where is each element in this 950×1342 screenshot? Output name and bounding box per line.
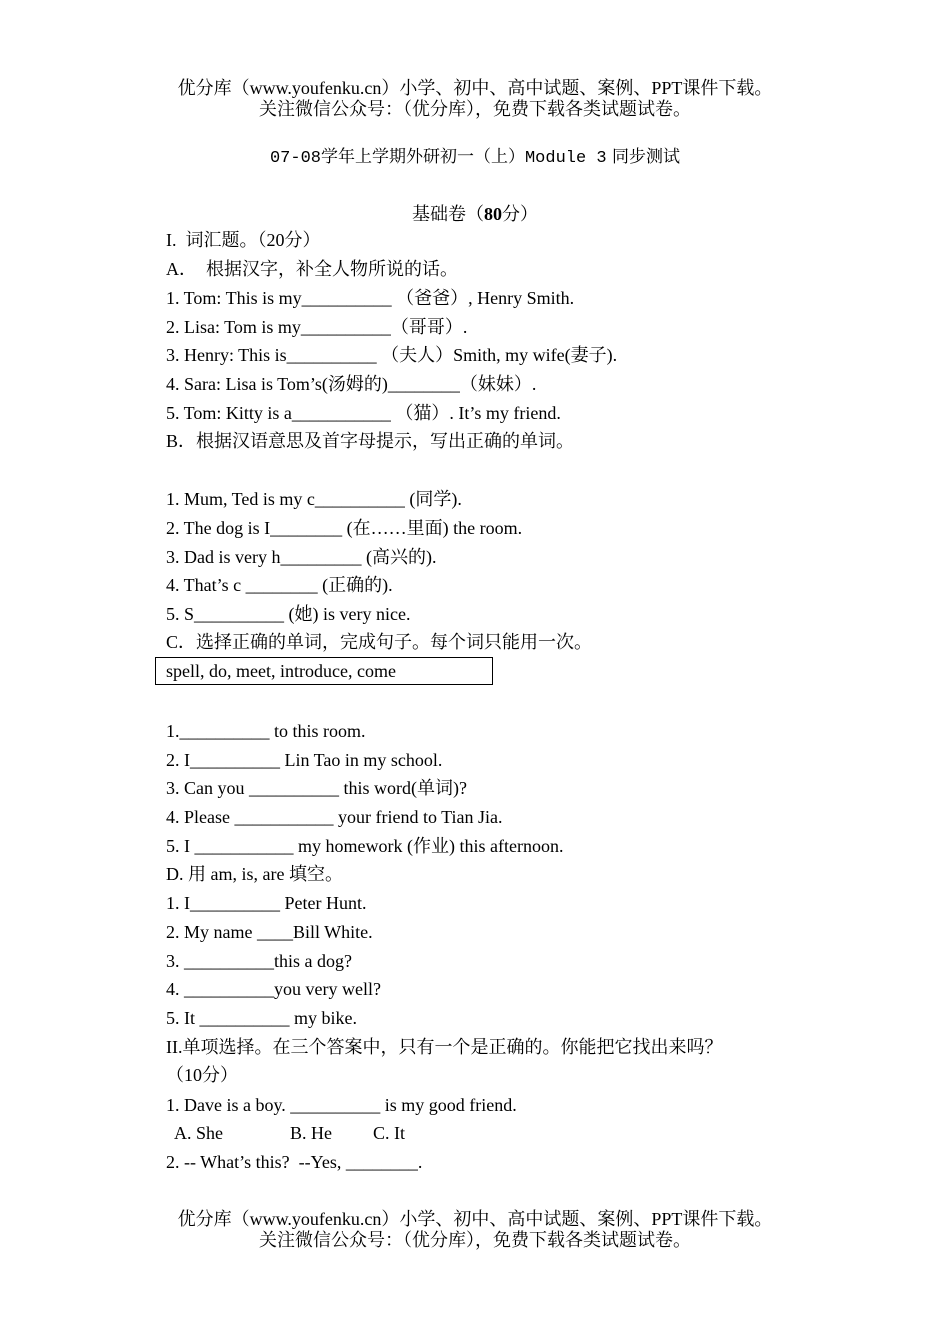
page-title	[0, 142, 950, 168]
partC-item-2: 2. I__________ Lin Tao in my school.	[166, 750, 443, 770]
footer-line-2: 关注微信公众号：（优分库），免费下载各类试题试卷。	[259, 1230, 691, 1250]
partA-item-5: 5. Tom: Kitty is a___________ （猫）. It’s my friend.	[166, 403, 561, 423]
title-module: Module 3	[524, 149, 607, 168]
partD-item-5: 5. It __________ my bike.	[166, 1008, 357, 1028]
partD-item-1: 1. I__________ Peter Hunt.	[166, 893, 367, 913]
partC-item-3: 3. Can you __________ this word(单词)?	[166, 778, 467, 798]
header-line-1: 优分库（www.youfenku.cn）小学、初中、高中试题、案例、PPT课件下载。	[177, 78, 773, 98]
partA-item-4: 4. Sara: Lisa is Tom’s(汤姆的)________（妹妹）.	[166, 374, 537, 394]
partD-heading: D. 用 am, is, are 填空。	[166, 864, 343, 884]
section2-heading: II.单项选择。在三个答案中，只有一个是正确的。你能把它找出来吗？	[166, 1037, 723, 1057]
partA-item-3: 3. Henry: This is__________ （夫人）Smith, my wife(妻子).	[166, 345, 618, 365]
footer-line-1: 优分库（www.youfenku.cn）小学、初中、高中试题、案例、PPT课件下载。	[177, 1209, 773, 1229]
partC-heading: C．选择正确的单词，完成句子。每个词只能用一次。	[166, 632, 593, 652]
partC-item-1: 1.__________ to this room.	[166, 721, 366, 741]
word-bank-box: spell, do, meet, introduce, come	[155, 657, 493, 685]
partB-item-3: 3. Dad is very h_________ (高兴的).	[166, 547, 437, 567]
partA-item-1: 1. Tom: This is my__________ （爸爸）, Henry Smith.	[166, 288, 575, 308]
question-1-stem: 1. Dave is a boy. __________ is my good friend.	[166, 1095, 517, 1115]
header-line-2: 关注微信公众号：（优分库），免费下载各类试题试卷。	[259, 99, 691, 119]
subtitle-suffix: 分）	[502, 204, 538, 224]
question-1-option-a: A. She	[174, 1123, 223, 1143]
partA-heading: A． 根据汉字，补全人物所说的话。	[166, 259, 458, 279]
subtitle-prefix: 基础卷（	[412, 204, 484, 224]
partB-item-4: 4. That’s c ________ (正确的).	[166, 575, 393, 595]
question-1-option-c: C. It	[373, 1123, 406, 1143]
section1-heading: I. 词汇题。（20分）	[166, 230, 321, 250]
partB-item-2: 2. The dog is I________ (在……里面) the room.	[166, 518, 523, 538]
partC-item-5: 5. I ___________ my homework (作业) this afternoon.	[166, 836, 564, 856]
partD-item-3: 3. __________this a dog?	[166, 951, 352, 971]
question-1-option-b: B. He	[290, 1123, 332, 1143]
title-suffix: 同步测试	[606, 147, 681, 167]
partB-item-1: 1. Mum, Ted is my c__________ (同学).	[166, 489, 462, 509]
subtitle	[0, 200, 950, 226]
partA-item-2: 2. Lisa: Tom is my__________（哥哥）.	[166, 317, 468, 337]
title-year: 07-08	[269, 149, 321, 168]
title-term: 学年上学期外研初一（上）	[320, 147, 525, 167]
partB-heading: B．根据汉语意思及首字母提示，写出正确的单词。	[166, 431, 575, 451]
question-2-stem: 2. -- What’s this? --Yes, ________.	[166, 1152, 423, 1172]
subtitle-score: 80	[484, 204, 502, 224]
partB-item-5: 5. S__________ (她) is very nice.	[166, 604, 411, 624]
partD-item-2: 2. My name ____Bill White.	[166, 922, 373, 942]
partD-item-4: 4. __________you very well?	[166, 979, 381, 999]
section2-score: （10分）	[166, 1065, 238, 1085]
partC-item-4: 4. Please ___________ your friend to Tian Jia.	[166, 807, 503, 827]
